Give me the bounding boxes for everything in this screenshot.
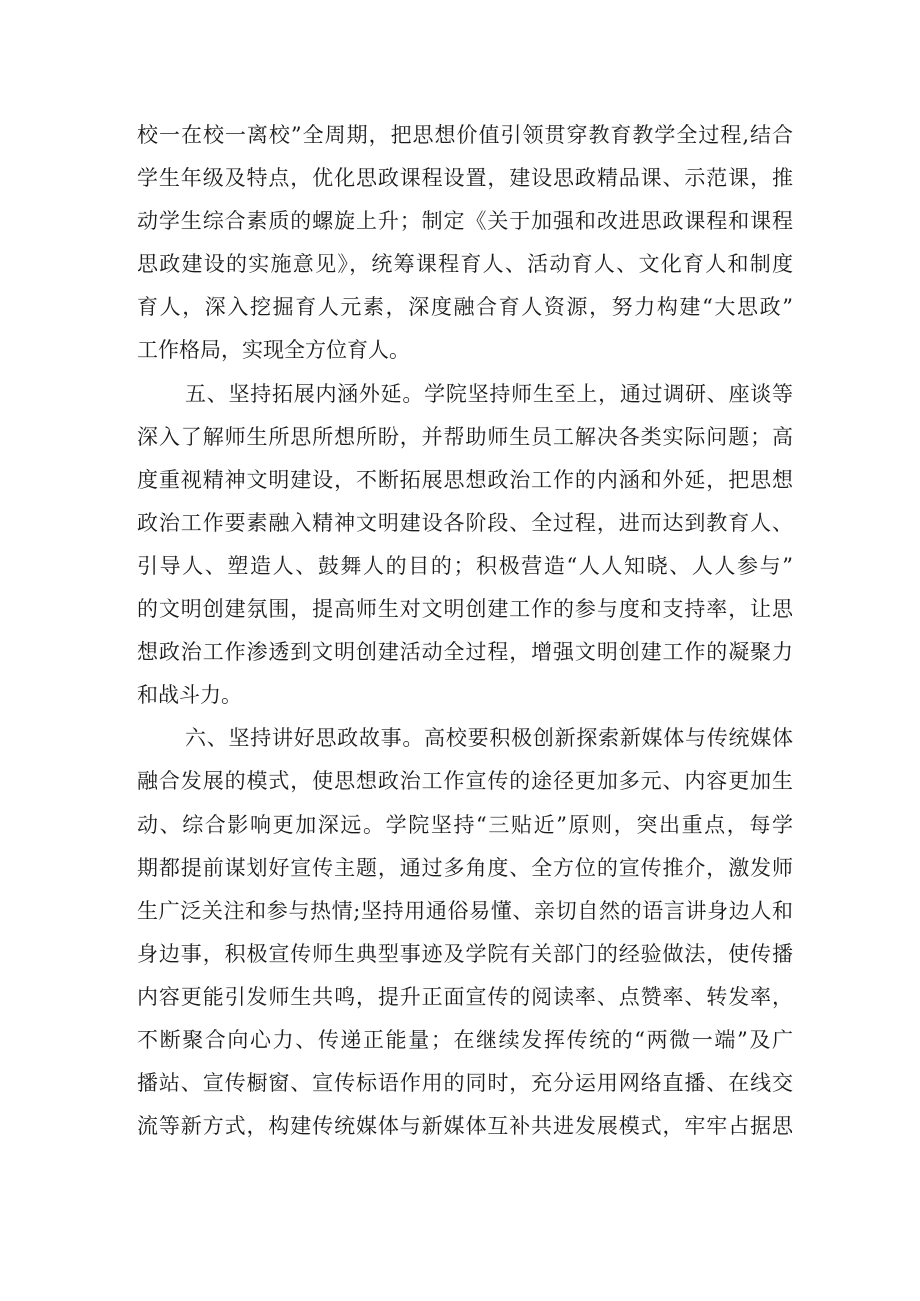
text-line: 播站、宣传橱窗、宣传标语作用的同时，充分运用网络直播、在线交 xyxy=(137,1071,793,1096)
text-line: 校一在校一离校”全周期，把思想价值引领贯穿教育教学全过程,结合 xyxy=(137,123,793,147)
text-line: 政治工作要素融入精神文明建设各阶段、全过程，进而达到教育人、 xyxy=(137,510,793,535)
text-line: 工作格局，实现全方位育人。 xyxy=(137,338,410,363)
text-line: 生广泛关注和参与热情;坚持用通俗易懂、亲切自然的语言讲身边人和 xyxy=(137,898,793,923)
paragraph-continuation xyxy=(137,114,793,373)
text-line: 期都提前谋划好宣传主题，通过多角度、全方位的宣传推介，激发师 xyxy=(137,855,793,880)
text-line: 流等新方式，构建传统媒体与新媒体互补共进发展模式，牢牢占据思 xyxy=(137,1114,793,1139)
text-line: 深入了解师生所思所想所盼，并帮助师生员工解决各类实际问题；高 xyxy=(137,424,793,449)
text-line: 的文明创建氛围，提高师生对文明创建工作的参与度和支持率，让思 xyxy=(137,597,793,622)
text-line: 思政建设的实施意见》，统筹课程育人、活动育人、文化育人和制度 xyxy=(137,252,793,277)
text-line: 身边事，积极宣传师生典型事迹及学院有关部门的经验做法，使传播 xyxy=(137,941,793,966)
paragraph-section-five xyxy=(137,373,793,718)
text-line: 学生年级及特点，优化思政课程设置，建设思政精品课、示范课，推 xyxy=(137,166,793,191)
text-line: 育人，深入挖掘育人元素，深度融合育人资源，努力构建“大思政” xyxy=(137,295,793,320)
text-line: 内容更能引发师生共鸣，提升正面宣传的阅读率、点赞率、转发率， xyxy=(137,984,793,1009)
document-body xyxy=(137,114,793,1148)
paragraph-section-six xyxy=(137,717,793,1148)
text-line: 和战斗力。 xyxy=(137,683,242,708)
text-line: 想政治工作渗透到文明创建活动全过程，增强文明创建工作的凝聚力 xyxy=(137,640,793,665)
text-line: 不断聚合向心力、传递正能量；在继续发挥传统的“两微一端”及广 xyxy=(137,1027,793,1052)
text-line: 度重视精神文明建设，不断拓展思想政治工作的内涵和外延，把思想 xyxy=(137,467,793,492)
text-line: 引导人、塑造人、鼓舞人的目的；积极营造“人人知晓、人人参与” xyxy=(137,553,793,578)
text-line: 融合发展的模式，使思想政治工作宣传的途径更加多元、内容更加生 xyxy=(137,769,793,794)
text-line: 动、综合影响更加深远。学院坚持“三贴近”原则，突出重点，每学 xyxy=(137,812,793,837)
text-line: 动学生综合素质的螺旋上升；制定《关于加强和改进思政课程和课程 xyxy=(137,209,793,234)
text-line: 六、坚持讲好思政故事。高校要积极创新探索新媒体与传统媒体 xyxy=(185,726,793,751)
text-line: 五、坚持拓展内涵外延。学院坚持师生至上，通过调研、座谈等 xyxy=(185,381,793,406)
